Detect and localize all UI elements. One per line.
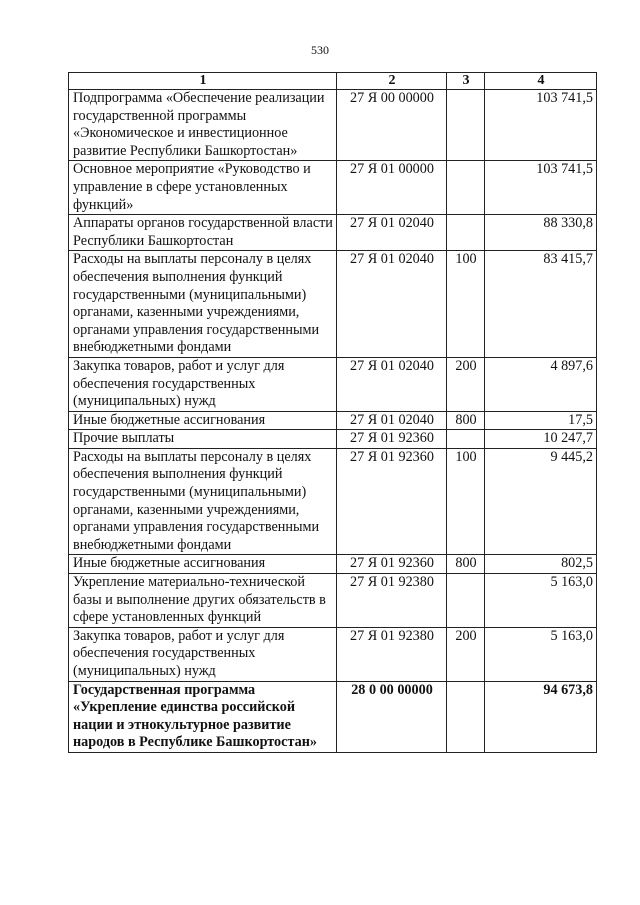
row-name: Закупка товаров, работ и услуг для обеспечения государственных (муниципальных) нужд	[69, 627, 337, 681]
row-expense-type	[447, 90, 485, 161]
row-amount: 5 163,0	[485, 627, 597, 681]
row-amount: 83 415,7	[485, 251, 597, 358]
row-expense-type: 800	[447, 555, 485, 574]
table-row	[69, 251, 597, 358]
row-amount: 103 741,5	[485, 90, 597, 161]
header-col-3: 3	[447, 73, 485, 90]
row-code: 27 Я 01 92360	[337, 555, 447, 574]
row-name: Закупка товаров, работ и услуг для обеспечения государственных (муниципальных) нужд	[69, 357, 337, 411]
row-expense-type	[447, 681, 485, 752]
table-row	[69, 681, 597, 752]
header-row	[69, 73, 597, 90]
row-amount: 10 247,7	[485, 430, 597, 449]
budget-table	[68, 72, 597, 753]
table-row	[69, 215, 597, 251]
row-name: Расходы на выплаты персоналу в целях обеспечения выполнения функций государственными (муниципальными) органами, казенными учреждениями, органами управления государственными внебюджетными фондами	[69, 251, 337, 358]
row-code: 27 Я 01 02040	[337, 411, 447, 430]
header-col-2: 2	[337, 73, 447, 90]
header-col-4: 4	[485, 73, 597, 90]
row-name: Государственная программа «Укрепление единства российской нации и этнокультурное развитие народов в Республике Башкортостан»	[69, 681, 337, 752]
row-expense-type	[447, 215, 485, 251]
row-amount: 5 163,0	[485, 574, 597, 628]
table-body	[69, 90, 597, 753]
row-name: Основное мероприятие «Руководство и управление в сфере установленных функций»	[69, 161, 337, 215]
row-code: 27 Я 01 02040	[337, 357, 447, 411]
row-name: Прочие выплаты	[69, 430, 337, 449]
row-expense-type	[447, 161, 485, 215]
row-amount: 4 897,6	[485, 357, 597, 411]
table-row	[69, 448, 597, 555]
row-expense-type: 200	[447, 357, 485, 411]
row-expense-type: 100	[447, 251, 485, 358]
table-row	[69, 411, 597, 430]
row-name: Аппараты органов государственной власти Республики Башкортостан	[69, 215, 337, 251]
row-expense-type: 100	[447, 448, 485, 555]
row-name: Иные бюджетные ассигнования	[69, 555, 337, 574]
row-amount: 94 673,8	[485, 681, 597, 752]
row-code: 27 Я 01 92380	[337, 627, 447, 681]
table-header	[69, 73, 597, 90]
row-amount: 17,5	[485, 411, 597, 430]
row-amount: 88 330,8	[485, 215, 597, 251]
row-expense-type	[447, 574, 485, 628]
table-row	[69, 357, 597, 411]
table-row	[69, 555, 597, 574]
row-name: Подпрограмма «Обеспечение реализации государственной программы «Экономическое и инвестиционное развитие Республики Башкортостан»	[69, 90, 337, 161]
table-row	[69, 627, 597, 681]
row-code: 27 Я 01 02040	[337, 215, 447, 251]
row-name: Укрепление материально-технической базы и выполнение других обязательств в сфере установленных функций	[69, 574, 337, 628]
row-expense-type	[447, 430, 485, 449]
row-code: 27 Я 00 00000	[337, 90, 447, 161]
row-code: 27 Я 01 92360	[337, 448, 447, 555]
table-row	[69, 161, 597, 215]
row-code: 28 0 00 00000	[337, 681, 447, 752]
row-name: Иные бюджетные ассигнования	[69, 411, 337, 430]
row-name: Расходы на выплаты персоналу в целях обеспечения выполнения функций государственными (муниципальными) органами, казенными учреждениями, органами управления государственными внебюджетными фондами	[69, 448, 337, 555]
row-code: 27 Я 01 92380	[337, 574, 447, 628]
table-row	[69, 574, 597, 628]
row-amount: 9 445,2	[485, 448, 597, 555]
row-code: 27 Я 01 02040	[337, 251, 447, 358]
header-col-1: 1	[69, 73, 337, 90]
row-code: 27 Я 01 00000	[337, 161, 447, 215]
row-amount: 802,5	[485, 555, 597, 574]
row-code: 27 Я 01 92360	[337, 430, 447, 449]
table-row	[69, 430, 597, 449]
row-expense-type: 800	[447, 411, 485, 430]
row-amount: 103 741,5	[485, 161, 597, 215]
row-expense-type: 200	[447, 627, 485, 681]
table-row	[69, 90, 597, 161]
page-number: 530	[311, 43, 329, 57]
